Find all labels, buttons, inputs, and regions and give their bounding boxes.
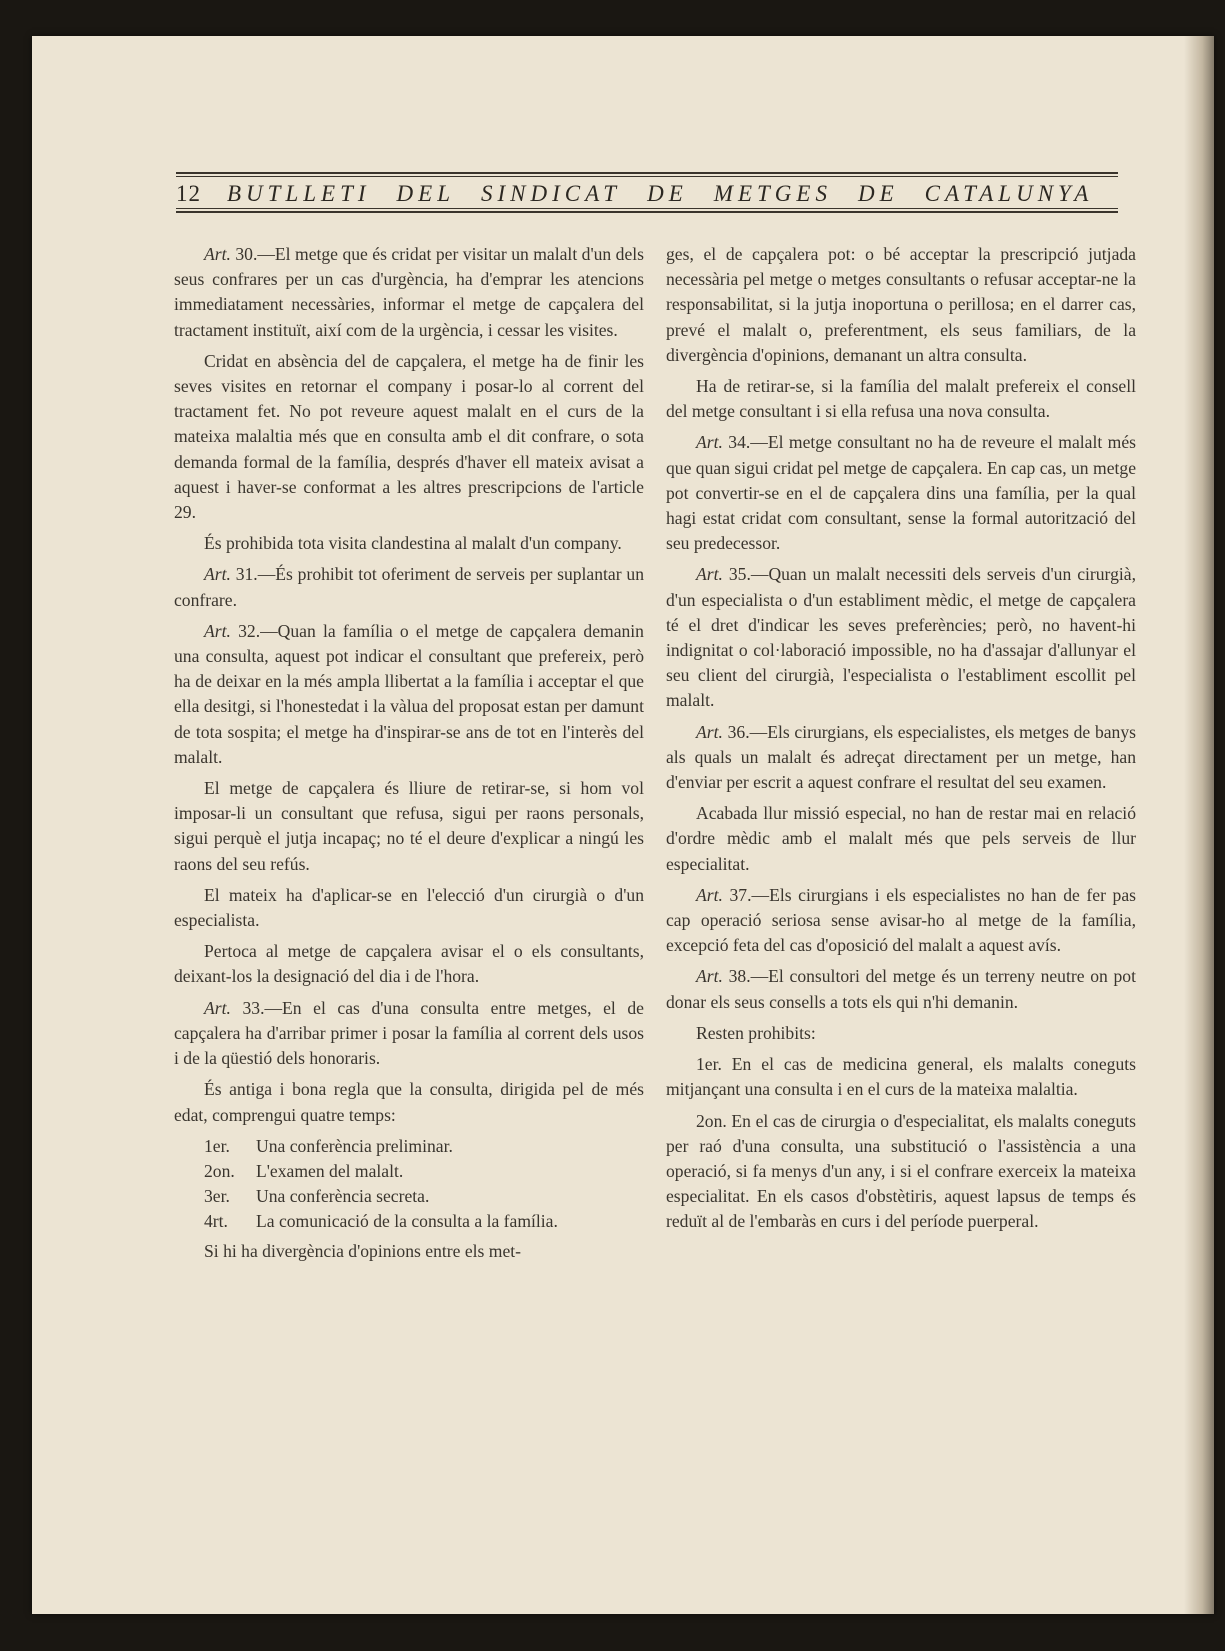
- paragraph: [666, 801, 1136, 877]
- paragraph-text: 37.—Els cirurgians i els especialistes no han de fer pas cap operació seriosa sense avisar-ho al metge de la família, excepció feta del cas d'oposició del malalt a aquest avís.: [666, 884, 1136, 956]
- paragraph: [666, 374, 1136, 424]
- title-word: DE: [647, 181, 688, 206]
- paragraph: [666, 242, 1136, 368]
- paragraph-text: Cridat en absència del de capçalera, el metge ha de finir les seves visites en retornar el company i posar-lo al corrent del tractament fet. No pot reveure aquest malalt en el curs de la mateixa malaltia més que en consulta amb el dit confrare, o sota demanda formal de la família, després d'haver ell mateix avisat a aquest i haver-se conformat a les altres prescripcions de l'article 29.: [174, 350, 644, 523]
- article-label: Art.: [204, 564, 231, 585]
- article-paragraph: [666, 430, 1136, 556]
- article-paragraph: [174, 996, 644, 1072]
- paragraph-text: Acabada llur missió especial, no han de restar mai en relació d'ordre mèdic amb el malalt més que pels serveis de llur especialitat.: [666, 803, 1136, 874]
- paragraph: [174, 349, 644, 525]
- list-number: 3er.: [204, 1186, 230, 1207]
- list-item: [174, 1159, 644, 1184]
- paragraph-text: 30.—El metge que és cridat per visitar un malalt d'un dels seus confrares per un cas d'urgència, ha d'emprar les atencions immediatament necessàries, informar el metge de capçalera del tractament instituït, així com de la urgència, i cessar les visites.: [174, 244, 644, 340]
- article-paragraph: [666, 562, 1136, 713]
- page-number: 12: [176, 181, 201, 206]
- paragraph-text: 34.—El metge consultant no ha de reveure el malalt més que quan sigui cridat pel metge de capçalera. En cap cas, un metge pot convertir-se en el de capçalera dins una família, per la qual hagi estat cridat com consultant, sense la formal autorització del seu predecessor.: [666, 432, 1136, 554]
- left-text-column: [174, 242, 644, 1270]
- article-label: Art.: [696, 432, 723, 453]
- title-word: METGES: [713, 181, 832, 206]
- paragraph-text: És prohibida tota visita clandestina al malalt d'un company.: [204, 533, 622, 554]
- paragraph-text: ges, el de capçalera pot: o bé acceptar la prescripció jutjada necessària pel metge o metges consultants o refusar acceptar-ne la responsabilitat, si la jutja inoportuna o perillosa; en el darrer cas, prevé el malalt o, preferentment, els seus familiars, de la divergència d'opinions, demanant un altra consulta.: [666, 244, 1136, 365]
- article-label: Art.: [696, 721, 723, 742]
- paragraph-text: 1er. En el cas de medicina general, els malalts coneguts mitjançant una consulta i en el curs de la mateixa malaltia.: [666, 1054, 1136, 1100]
- article-label: Art.: [204, 997, 231, 1018]
- paragraph-text: El metge de capçalera és lliure de retirar-se, si hom vol imposar-li un consultant que refusa, sigui per raons personals, sigui perquè el jutja incapaç; no té el deure d'explicar a ningú les raons del seu refús.: [174, 778, 644, 874]
- paragraph: [666, 1109, 1136, 1235]
- title-word: SINDICAT: [481, 181, 622, 206]
- paragraph: [174, 776, 644, 877]
- article-paragraph: [174, 619, 644, 770]
- title-word: DEL: [396, 181, 455, 206]
- list-number: 2on.: [204, 1160, 235, 1181]
- list-item: [174, 1209, 644, 1234]
- paragraph-text: 35.—Quan un malalt necessiti dels serveis d'un cirurgià, d'un especialista o d'un establiment mèdic, el metge de capçalera té el dret d'indicar les seves preferències; però, no havent-hi indignitat o col·laboració impossible, no ha d'assajar d'allunyar el seu client del cirurgià, l'especialista o l'establiment escollit pel malalt.: [666, 564, 1136, 711]
- list-text: L'examen del malalt.: [256, 1160, 404, 1181]
- list-number: 1er.: [204, 1135, 230, 1156]
- list-item: [174, 1134, 644, 1159]
- list-text: Una conferència secreta.: [256, 1186, 430, 1207]
- article-paragraph: [666, 720, 1136, 796]
- paragraph-text: 33.—En el cas d'una consulta entre metges, el de capçalera ha d'arribar primer i posar la família al corrent dels usos i de la qüestió dels honoraris.: [174, 997, 644, 1069]
- article-paragraph: [666, 883, 1136, 959]
- paragraph-text: 36.—Els cirurgians, els especialistes, els metges de banys als quals un malalt és adreçat directament per un metge, han d'enviar per escrit a aquest confrare el resultat del seu examen.: [666, 721, 1136, 793]
- title-word: DE: [857, 181, 899, 206]
- header-rule-bottom: [176, 211, 1118, 213]
- header-text: [176, 180, 1118, 208]
- list-number: 4rt.: [204, 1211, 228, 1232]
- title-word: CATALUNYA: [924, 181, 1094, 206]
- paragraph: [174, 531, 644, 556]
- header-rule-bottom-thin: [176, 208, 1118, 209]
- paragraph-text: Ha de retirar-se, si la família del malalt prefereix el consell del metge consultant i si ella refusa una nova consulta.: [666, 376, 1136, 422]
- document-page: [32, 36, 1214, 1614]
- list-text: Una conferència preliminar.: [256, 1135, 453, 1156]
- paragraph: [666, 1052, 1136, 1102]
- header-rule-top: [176, 172, 1118, 174]
- paragraph-text: 32.—Quan la família o el metge de capçalera demanin una consulta, aquest pot indicar el consultant que prefereix, però ha de deixar en la més ampla llibertat a la família i acceptar el que ella desitgi, si l'honestedat i la vàlua del proposat estan per damunt de tota sospita; el metge ha d'inspirar-se ans de tot en l'interès del malalt.: [174, 620, 644, 767]
- article-label: Art.: [204, 620, 231, 641]
- article-label: Art.: [696, 564, 723, 585]
- title-word: BUTLLETI: [227, 181, 371, 206]
- paragraph: Si hi ha divergència d'opinions entre els met-: [204, 1240, 522, 1261]
- paragraph: [174, 883, 644, 933]
- paragraph-text: Resten prohibits:: [696, 1022, 816, 1043]
- article-paragraph: [174, 242, 644, 343]
- paragraph-text: 31.—És prohibit tot oferiment de serveis per suplantar un confrare.: [174, 564, 644, 610]
- article-label: Art.: [204, 244, 231, 264]
- article-label: Art.: [696, 966, 723, 987]
- article-paragraph: [174, 562, 644, 612]
- header-rule-top-thin: [176, 176, 1118, 177]
- list-item: [174, 1184, 644, 1209]
- page-binding-shadow: [1184, 36, 1214, 1614]
- running-header: [176, 136, 1118, 226]
- paragraph: [666, 1021, 1136, 1046]
- paragraph-text: 2on. En el cas de cirurgia o d'especialitat, els malalts coneguts per raó d'una consulta, una substitució o l'assistència a una operació, si fa menys d'un any, i si el confrare exerceix la mateixa especialitat. En els casos d'obstètiris, aquest lapsus de temps és reduït al de l'embaràs en curs i del període puerperal.: [666, 1110, 1136, 1232]
- paragraph-text: 38.—El consultori del metge és un terreny neutre on pot donar els seus consells a tots els qui n'hi demanin.: [666, 966, 1136, 1012]
- journal-title: [227, 181, 1093, 207]
- list-text: La comunicació de la consulta a la família.: [256, 1211, 558, 1232]
- paragraph: [174, 1077, 644, 1127]
- article-paragraph: [666, 964, 1136, 1014]
- paragraph: [174, 939, 644, 989]
- right-text-column: [666, 242, 1136, 1241]
- article-label: Art.: [696, 884, 723, 905]
- paragraph-text: És antiga i bona regla que la consulta, dirigida pel de més edat, comprengui quatre temps:: [174, 1079, 644, 1125]
- paragraph-text: El mateix ha d'aplicar-se en l'elecció d'un cirurgià o d'un especialista.: [174, 884, 644, 931]
- paragraph-text: Pertoca al metge de capçalera avisar el o els consultants, deixant-los la designació del dia i de l'hora.: [174, 941, 644, 987]
